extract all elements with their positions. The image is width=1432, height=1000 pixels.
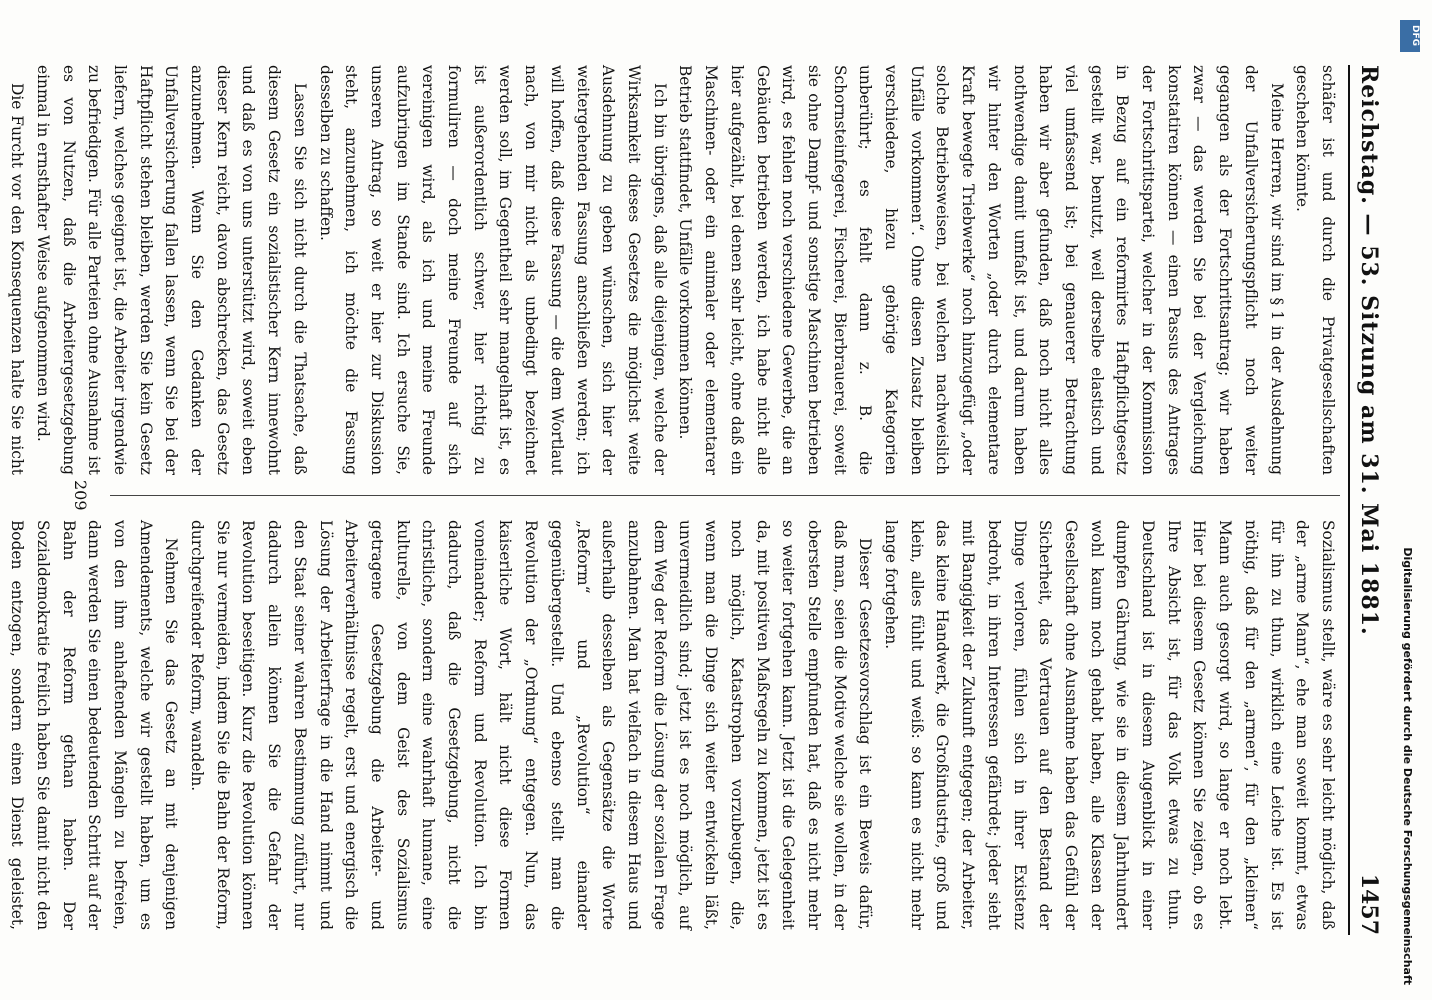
right-column [8, 520, 1340, 930]
footer-signature-number: 209 [71, 480, 90, 511]
paragraph: Sozialismus stellt, wäre es sehr leicht möglich, daß der „arme Mann“, ehe man soweit kommt, etwas für ihn zu thun, wirklich eine Leiche ist. Es ist nöthig, daß für den „armen“, für den „kleinen“ Mann auch gesorgt wird, so lange er noch lebt. Hier bei diesem Gesetz können Sie zeigen, ob es Ihre Absicht ist, für das Volk etwas zu thun. Deutschland ist in diesem Augenblick in einer dumpfen Gährung, wie sie in diesem Jahrhundert wohl kaum noch gehabt haben, alle Klassen der Gesellschaft ohne Ausnahme haben das Gefühl der Sicherheit, das Vertrauen auf den Bestand der Dinge verloren, fühlen sich in ihrer Existenz bedroht, in ihren Interessen gefährdet; jeder sieht mit Bangigkeit der Zukunft entgegen; der Arbeiter, das kleine Handwerk, die Großindustrie, groß und klein, alles fühlt und weiß: so kann es nicht mehr lange fortgehen. [882, 520, 1337, 930]
attribution-text: Digitalisierung gefördert durch die Deutsche Forschungsgemeinschaft [1401, 547, 1414, 985]
paragraph: Lassen Sie sich nicht durch die Thatsache, daß diesem Gesetz ein sozialistischer Kern innewohnt und daß es von uns unterstützt wird, soweit eben dieser Kern reicht, davon abschrecken, das Gesetz anzunehmen. Wenn Sie den Gedanken der Unfallversicherung fallen lassen, wenn Sie bei der Haftpflicht stehen bleiben, werden Sie kein Gesetz liefern, welches geeignet ist, die Arbeiter irgendwie zu befriedigen. Für alle Parteien ohne Ausnahme ist es von Nutzen, daß die Arbeitergesetzgebung einmal in ernsthafter Weise aufgenommen wird. [33, 65, 309, 475]
paragraph: schäfer ist und durch die Privatgesellschaften geschehen könnte. [1293, 65, 1337, 475]
paragraph: Ich bin übrigens, daß alle diejenigen, welche der Wirksamkeit dieses Gesetzes die möglichst weite Ausdehnung zu geben wünschen, sich hier der weitergehenden Fassung anschließen werden; ich will hoffen, daß diese Fassung — die dem Wortlaut nach, von mir nicht als unbedingt bezeichnet werden soll, im Gegentheil sehr mangelhaft ist, es ist außerordentlich schwer, hier richtig zu formuliren — doch meine Freunde auf sich vereinigen wird, als ich und meine Freunde aufzubringen im Stande sind. Ich ersuche Sie, unseren Antrag, so weit er hier zur Diskussion steht, anzunehmen, ich möchte die Fassung desselben zu schaffen. [316, 65, 669, 475]
paragraph: Die Furcht vor den Konsequenzen halte Sie nicht [8, 83, 27, 475]
column-divider [110, 495, 1340, 496]
paragraph: Meine Herren, wir sind im § 1 in der Ausdehnung der Unfallversicherungspflicht noch weiter gegangen als der Fortschrittsantrag; wir haben zwar — das werden Sie bei der Vergleichung konstatiren können — einen Passus des Antrages der Fortschrittspartei, welcher in der Kommission in Bezug auf ein reformirtes Haftpflichtgesetz gestellt war, benutzt, weil derselbe elastisch und viel umfassend ist; bei genauerer Betrachtung haben wir aber gefunden, daß noch nicht alles nothwendige damit umfaßt ist, und darum haben wir hinter den Worten „oder durch elementare Kraft bewegte Triebwerke“ noch hinzugefügt „oder solche Betriebsweisen, bei welchen nachweislich Unfälle vorkommen“. Ohne diesen Zusatz bleiben verschiedene, hiezu gehörige Kategorien unberührt; es fehlt dann z. B. die Schornsteinfegerei, Fischerei, Bierbrauerei, soweit sie ohne Dampf- und sonstige Maschinen betrieben wird, es fehlen noch verschiedene Gewerbe, die an Gebäuden betrieben werden, ich habe nicht alle hier aufgezählt, bei denen sehr leicht, ohne daß ein Maschinen- oder ein animaler oder elementarer Betrieb stattfindet, Unfälle vorkommen können. [676, 65, 1286, 475]
header-page-number: 1457 [1356, 873, 1382, 935]
rotated-page-content [8, 50, 1400, 950]
left-column [8, 65, 1340, 475]
digitization-attribution [1392, 25, 1422, 985]
page-header [1348, 65, 1390, 935]
paragraph: Nehmen Sie das Gesetz an mit denjenigen Amendements, welche wir gestellt haben, um es von den ihm anhaftenden Mängeln zu befreien, dann werden Sie einen bedeutenden Schritt auf der Bahn der Reform gethan haben. Der Sozialdemokratie freilich haben Sie damit nicht den Boden entzogen, sondern einen Dienst geleistet, [8, 520, 181, 930]
paragraph: Dieser Gesetzesvorschlag ist ein Beweis dafür, daß man, seien die Motive welche sie wollen, in der obersten Stelle empfunden hat, daß es nicht mehr so weiter fortgehen kann. Jetzt ist die Gelegenheit da, mit positiven Maßregeln zu kommen, jetzt ist es noch möglich, Katastrophen vorzubeugen, die, wenn man die Dinge sich weiter entwickeln läßt, unvermeidlich sind; jetzt ist es noch möglich, auf dem Weg der Reform die Lösung der sozialen Frage anzubahnen. Man hat vielfach in diesem Haus und außerhalb desselben als Gegensätze die Worte „Reform“ und „Revolution“ einander gegenübergestellt. Und ebenso stellt man die Revolution der „Ordnung“ entgegen. Nun, das kaiserliche Wort, hält nicht diese Formen voneinander; Reform und Revolution. Ich bin dadurch, daß die Gesetzgebung, nicht die christliche, sondern eine wahrhaft humane, eine kulturelle, von dem Geist des Sozialismus getragene Gesetzgebung die Arbeiter- und Arbeiterverhältnisse regelt, erst und energisch die Lösung der Arbeiterfrage in die Hand nimmt und den Staat seiner wahren Bestimmung zuführt, nur dadurch allein können Sie die Gefahr der Revolution beseitigen. Kurz die Revolution können Sie nur vermeiden, indem Sie die Bahn der Reform, durchgreifender Reform, wandeln. [188, 520, 875, 930]
dfg-logo-icon: DFG [1400, 20, 1420, 52]
header-title: Reichstag. — 53. Sitzung am 31. Mai 1881. [1356, 65, 1382, 636]
